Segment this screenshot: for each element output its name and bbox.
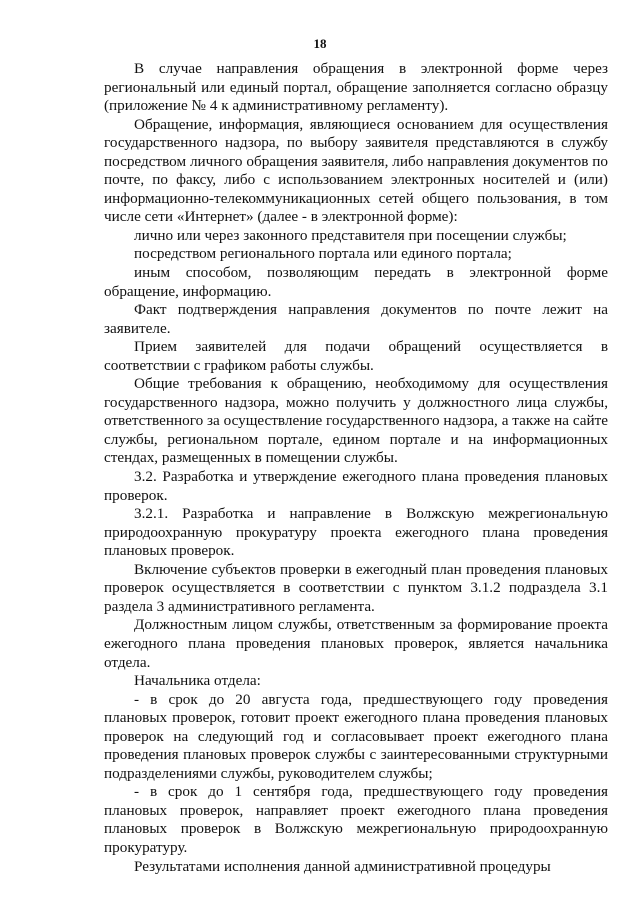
paragraph-electronic-form: В случае направления обращения в электронной форме через региональный или единый портал, обращение заполняется согласно образцу (приложение № 4 к административному регламенту).	[104, 60, 608, 115]
paragraph-mail-confirmation: Факт подтверждения направления документов по почте лежит на заявителе.	[104, 301, 608, 337]
paragraph-general-requirements: Общие требования к обращению, необходимому для осуществления государственного надзора, можно получить у должностного лица службы, ответственного за осуществление государственного надзора, а также на сайте службы, региональном портале, едином портале и на информационных стендах, размещенных в помещении службы.	[104, 375, 608, 467]
list-item-portal: посредством регионального портала или единого портала;	[134, 245, 512, 263]
paragraph-inclusion: Включение субъектов проверки в ежегодный план проведения плановых проверок осуществляется в соответствии с пунктом 3.1.2 подраздела 3.1 раздела 3 административного регламента.	[104, 560, 608, 615]
paragraph-submission-methods: Обращение, информация, являющиеся основанием для осуществления государственного надзора, по выбору заявителя представляются в службу посредством личного обращения заявителя, либо направления документов по почте, по факсу, либо с использованием электронных носителей и (или) информационно-телекоммуникационных сетей общего пользования, в том числе сети «Интернет» (далее - в электронной форме):	[104, 115, 608, 226]
list-item-other-method: иным способом, позволяющим передать в электронной форме обращение, информацию.	[104, 264, 608, 300]
section-heading-3-2: 3.2. Разработка и утверждение ежегодного плана проведения плановых проверок.	[104, 468, 608, 504]
list-item-august-deadline: - в срок до 20 августа года, предшествующего году проведения плановых проверок, готовит проект ежегодного плана проведения плановых проверок на следующий год и согласовывает проект ежегодного плана проведения плановых проверок службы с заинтересованными структурными подразделениями службы, руководителем службы;	[104, 690, 608, 782]
paragraph-results: Результатами исполнения данной административной процедуры	[134, 857, 551, 875]
list-item-in-person: лично или через законного представителя при посещении службы;	[134, 226, 567, 244]
paragraph-department-head: Начальника отдела:	[134, 672, 261, 690]
page-number: 18	[313, 36, 327, 51]
document-body	[104, 60, 608, 876]
paragraph-reception-schedule: Прием заявителей для подачи обращений осуществляется в соответствии с графиком работы службы.	[104, 338, 608, 374]
section-heading-3-2-1: 3.2.1. Разработка и направление в Волжскую межрегиональную природоохранную прокуратуру проекта ежегодного плана проведения плановых проверок.	[104, 505, 608, 560]
list-item-september-deadline: - в срок до 1 сентября года, предшествующего году проведения плановых проверок, направляет проект ежегодного плана проведения плановых проверок в Волжскую межрегиональную природоохранную прокуратуру.	[104, 783, 608, 856]
paragraph-responsible-official: Должностным лицом службы, ответственным за формирование проекта ежегодного плана проведения плановых проверок, является начальника отдела.	[104, 616, 608, 671]
